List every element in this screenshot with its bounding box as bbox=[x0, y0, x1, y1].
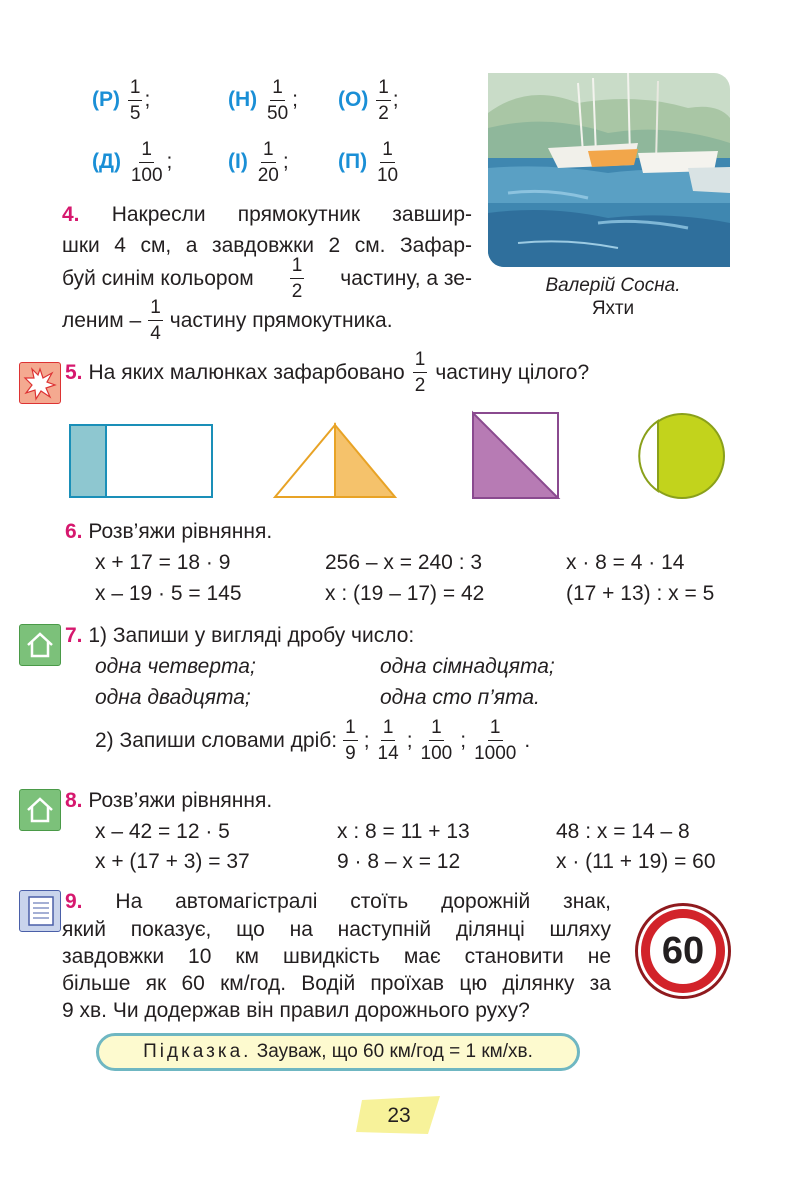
page-number: 23 bbox=[387, 1104, 411, 1127]
star-burst-icon bbox=[19, 362, 61, 404]
letter-item: (Н) $\frac{1}{50}$ ; bbox=[228, 77, 298, 124]
task-9-line: 9 хв. Чи додержав він правил дорожнього руху? bbox=[62, 999, 530, 1022]
speed-limit-sign bbox=[635, 903, 731, 999]
task-7-part1: 7. 1) Запиши у вигляді дробу число: bbox=[65, 624, 415, 647]
figure-triangle bbox=[275, 425, 395, 497]
home-icon bbox=[19, 624, 61, 666]
letter-item: (Д) $\frac{1}{100}$ ; bbox=[92, 139, 173, 186]
equation: (17 + 13) : x = 5 bbox=[566, 582, 715, 605]
hint-text: Зауваж, що 60 км/год = 1 км/хв. bbox=[256, 1041, 533, 1062]
task-5-figures bbox=[60, 410, 740, 510]
letter-item: (П) $\frac{1}{10}$ bbox=[338, 139, 399, 186]
equation: x – 19 · 5 = 145 bbox=[95, 582, 242, 605]
equation: x · (11 + 19) = 60 bbox=[556, 850, 716, 873]
equation: x : 8 = 11 + 13 bbox=[337, 820, 470, 843]
page-number-badge bbox=[356, 1096, 442, 1136]
task-4-line: леним – $\frac{1}{4}$ частину прямокутника. bbox=[62, 297, 393, 344]
task-4-line: буй синім кольором $\frac{1}{2}$ частину, а зе- bbox=[62, 255, 472, 302]
task-9-line: 9. На автомагістралі стоїть дорожній знак, bbox=[65, 890, 612, 913]
letter-item: (О) $\frac{1}{2}$ ; bbox=[338, 77, 399, 124]
home-icon bbox=[19, 789, 61, 831]
task-9-line: який показує, що на наступній ділянці шляху bbox=[62, 918, 611, 941]
word-number: одна четверта; bbox=[95, 655, 256, 678]
hint-box bbox=[96, 1033, 580, 1071]
figure-square bbox=[473, 413, 558, 498]
word-number: одна сто п’ята. bbox=[380, 686, 540, 709]
task-4-line: 4. Накресли прямокутник завшир- bbox=[62, 203, 472, 226]
painting-author: Валерій Сосна. bbox=[545, 275, 681, 296]
equation: x + (17 + 3) = 37 bbox=[95, 850, 250, 873]
task-7-part2: 2) Запиши словами дріб: $\frac{1}{9}$ ; $\frac{1}{14}$ ; $\frac{1}{100}$ ; $\frac{1}{1000}$ . bbox=[95, 717, 531, 764]
equation: 9 · 8 – x = 12 bbox=[337, 850, 461, 873]
hint-label: Підказка. bbox=[143, 1041, 252, 1062]
letter-item: (І) $\frac{1}{20}$ ; bbox=[228, 139, 289, 186]
word-number: одна двадцята; bbox=[95, 686, 251, 709]
equation: 256 – x = 240 : 3 bbox=[325, 551, 483, 574]
task-4-line: шки 4 см, а завдовжки 2 см. Зафар- bbox=[62, 234, 472, 257]
notebook-icon bbox=[19, 890, 61, 932]
word-number: одна сімнадцята; bbox=[380, 655, 555, 678]
equation: 48 : x = 14 – 8 bbox=[556, 820, 690, 843]
equation: x · 8 = 4 · 14 bbox=[566, 551, 685, 574]
task-9-line: більше як 60 км/год. Водій проїхав цю ділянку за bbox=[62, 972, 611, 995]
figure-rectangle bbox=[70, 425, 212, 497]
task-6-title: 6. Розв’яжи рівняння. bbox=[65, 520, 273, 543]
painting-title: Яхти bbox=[591, 298, 635, 319]
equation: x + 17 = 18 · 9 bbox=[95, 551, 231, 574]
task-5: 5. На яких малюнках зафарбовано $\frac{1}{2}$ частину цілого? bbox=[65, 349, 590, 396]
painting-yachts bbox=[488, 73, 730, 267]
letter-item: (Р) $\frac{1}{5}$ ; bbox=[92, 77, 151, 124]
task-8-title: 8. Розв’яжи рівняння. bbox=[65, 789, 273, 812]
equation: x : (19 – 17) = 42 bbox=[325, 582, 485, 605]
equation: x – 42 = 12 · 5 bbox=[95, 820, 230, 843]
speed-limit-value: 60 bbox=[661, 929, 705, 972]
figure-circle bbox=[639, 414, 724, 498]
task-9-line: завдовжки 10 км швидкість має становити не bbox=[62, 945, 611, 968]
